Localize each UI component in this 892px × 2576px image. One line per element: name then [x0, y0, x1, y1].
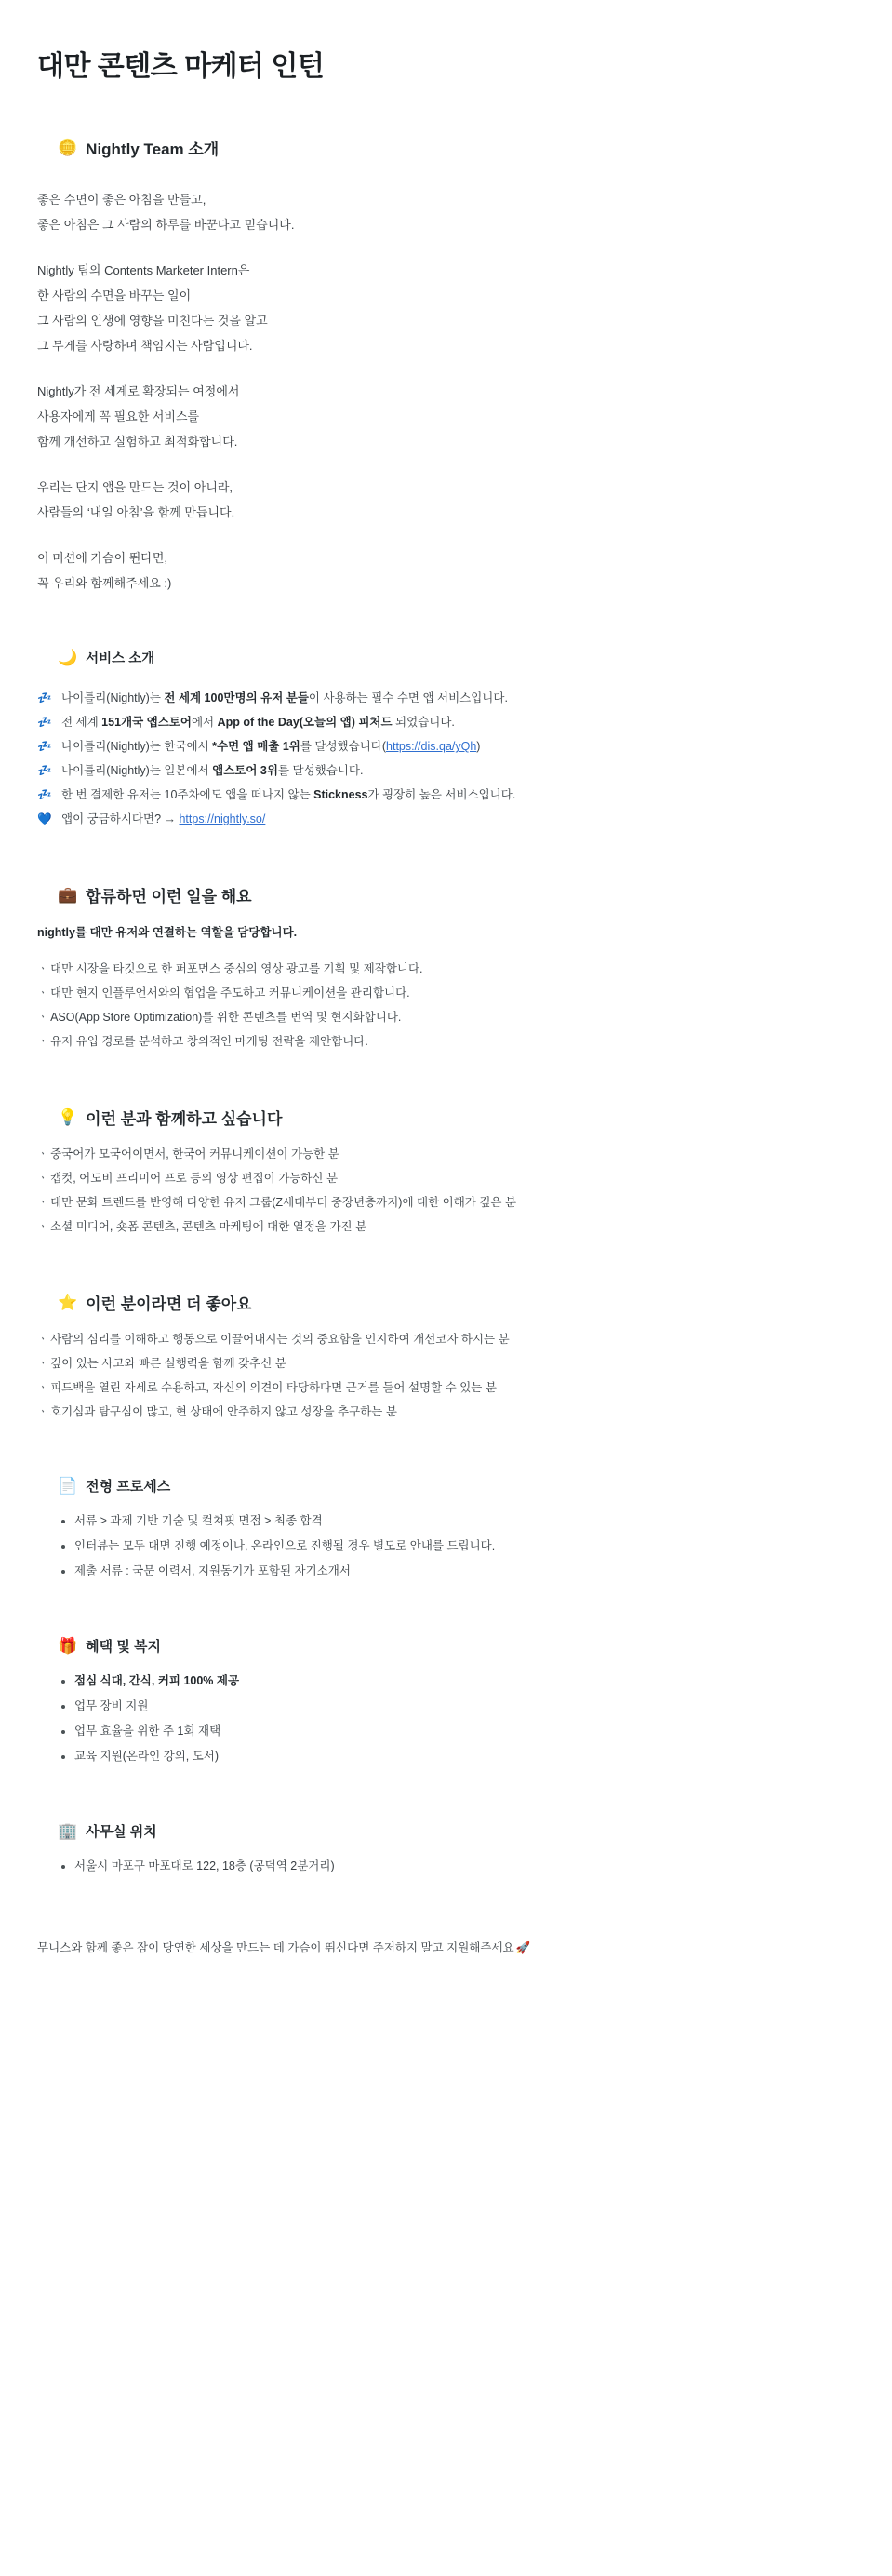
process-item: 서류 > 과제 기반 기술 및 컬쳐핏 면접 > 최종 합격	[60, 1509, 892, 1534]
plain-text: 나이틀리(Nightly)는 일본에서	[61, 764, 213, 777]
preferred-heading	[58, 1291, 892, 1314]
footer-note	[37, 1937, 892, 1959]
plain-text: 앱이 궁금하시다면? →	[61, 812, 180, 825]
external-link[interactable]: https://nightly.so/	[179, 812, 266, 825]
service-bullet-text	[61, 807, 265, 831]
emphasis-text: *수면 앱 매출 1위	[212, 740, 300, 753]
plain-text: 나이틀리(Nightly)는 한국에서	[61, 740, 213, 753]
service-bullet-text	[61, 734, 480, 758]
paragraph-line: Nightly가 전 세계로 확장되는 여정에서	[37, 384, 240, 398]
service-bullet	[37, 783, 892, 807]
section-responsibilities	[0, 883, 892, 1053]
section-team-intro	[0, 136, 892, 596]
emphasis-text: 전 세계 100만명의 유저 분들	[164, 691, 309, 704]
briefcase-icon: 💼	[58, 886, 78, 904]
requirement-item: ㆍ 캡컷, 어도비 프리미어 프로 등의 영상 편집이 가능하신 분	[37, 1166, 892, 1190]
plain-text: 되었습니다.	[392, 716, 455, 729]
preferred-item: ㆍ 사람의 심리를 이해하고 행동으로 이끌어내시는 것의 중요함을 인지하여 개선코자 하시는 분	[37, 1327, 892, 1351]
responsibility-item: ㆍ 유저 유입 경로를 분석하고 창의적인 마케팅 전략을 제안합니다.	[37, 1029, 892, 1053]
section-process	[0, 1476, 892, 1584]
process-item: 인터뷰는 모두 대면 진행 예정이나, 온라인으로 진행될 경우 별도로 안내를 드립니다.	[60, 1534, 892, 1559]
sleep-icon: 💤	[37, 716, 52, 729]
plain-text: 가 굉장히 높은 서비스입니다.	[367, 788, 516, 801]
preferred-list	[37, 1327, 892, 1424]
paragraph-line: 좋은 수면이 좋은 아침을 만들고,	[37, 193, 206, 207]
responsibilities-heading-text: 합류하면 이런 일을 해요	[86, 888, 252, 906]
service-bullet-text	[61, 783, 515, 807]
coin-icon: 🪙	[58, 139, 78, 156]
blue-heart-icon: 💙	[37, 812, 52, 825]
responsibility-item: ㆍ 대만 시장을 타깃으로 한 퍼포먼스 중심의 영상 광고를 기획 및 제작합니다.	[37, 957, 892, 981]
responsibilities-heading	[58, 883, 892, 906]
plain-text: 이 사용하는 필수 수면 앱 서비스입니다.	[308, 691, 508, 704]
service-bullet-text	[61, 758, 363, 783]
service-heading	[58, 648, 892, 667]
paragraph-line: 사용자에게 꼭 필요한 서비스를	[37, 409, 200, 423]
plain-text: 한 번 결제한 유저는 10주차에도 앱을 떠나지 않는	[61, 788, 314, 801]
section-benefits	[0, 1636, 892, 1769]
section-office	[0, 1821, 892, 1879]
service-bullet	[37, 686, 892, 710]
plain-text: )	[476, 740, 481, 753]
team-intro-heading-text: Nightly Team 소개	[86, 141, 220, 158]
service-bullet	[37, 710, 892, 734]
preferred-heading-text: 이런 분이라면 더 좋아요	[86, 1295, 252, 1313]
requirement-item: ㆍ 소셜 미디어, 숏폼 콘텐츠, 콘텐츠 마케팅에 대한 열정을 가진 분	[37, 1214, 892, 1239]
benefits-list	[60, 1669, 892, 1769]
team-intro-body	[0, 187, 892, 596]
team-intro-paragraph	[37, 258, 892, 358]
moon-icon: 🌙	[58, 649, 78, 666]
service-heading-text: 서비스 소개	[86, 651, 155, 666]
process-item: 제출 서류 : 국문 이력서, 지원동기가 포함된 자기소개서	[60, 1559, 892, 1584]
office-item: 서울시 마포구 마포대로 122, 18층 (공덕역 2분거리)	[60, 1854, 892, 1879]
footer-text: 무니스와 함께 좋은 잠이 당연한 세상을 만드는 데 가슴이 뛰신다면 주저하지 말고 지원해주세요	[37, 1941, 514, 1954]
benefit-item: 교육 지원(온라인 강의, 도서)	[60, 1744, 892, 1769]
paragraph-line: 꼭 우리와 함께해주세요 :)	[37, 576, 172, 590]
paragraph-line: 좋은 아침은 그 사람의 하루를 바꾼다고 믿습니다.	[37, 218, 295, 232]
plain-text: 전 세계	[61, 716, 102, 729]
emphasis-text: 151개국 앱스토어	[101, 716, 192, 729]
process-list	[60, 1509, 892, 1584]
team-intro-paragraph	[37, 475, 892, 525]
paragraph-line: 그 무게를 사랑하며 책임지는 사람입니다.	[37, 339, 253, 353]
responsibilities-list	[37, 957, 892, 1053]
requirement-item: ㆍ 중국어가 모국어이면서, 한국어 커뮤니케이션이 가능한 분	[37, 1142, 892, 1166]
plain-text: 나이틀리(Nightly)는	[61, 691, 165, 704]
service-bullet	[37, 758, 892, 783]
external-link[interactable]: https://dis.qa/yQh	[386, 740, 477, 753]
plain-text: 를 달성했습니다(	[300, 740, 387, 753]
emphasis-text: App of the Day(오늘의 앱) 피처드	[217, 716, 393, 729]
sleep-icon: 💤	[37, 788, 52, 801]
document-icon: 📄	[58, 1477, 78, 1495]
section-service-intro	[0, 648, 892, 831]
responsibilities-lead: nightly를 대만 유저와 연결하는 역할을 담당합니다.	[37, 926, 298, 939]
office-heading	[58, 1821, 892, 1841]
plain-text: 에서	[191, 716, 218, 729]
office-building-icon: 🏢	[58, 1822, 78, 1840]
emphasis-text: 앱스토어 3위	[212, 764, 278, 777]
section-preferred	[0, 1291, 892, 1424]
team-intro-paragraph	[37, 545, 892, 596]
plain-text: 를 달성했습니다.	[277, 764, 364, 777]
requirements-heading	[58, 1106, 892, 1129]
office-list	[60, 1854, 892, 1879]
sleep-icon: 💤	[37, 740, 52, 753]
benefit-item: 업무 효율을 위한 주 1회 재택	[60, 1719, 892, 1744]
requirements-heading-text: 이런 분과 함께하고 싶습니다	[86, 1110, 283, 1128]
service-bullet-list	[37, 686, 892, 831]
paragraph-line: 한 사람의 수면을 바꾸는 일이	[37, 288, 192, 302]
team-intro-paragraph	[37, 187, 892, 237]
preferred-item: ㆍ 호기심과 탐구심이 많고, 현 상태에 안주하지 않고 성장을 추구하는 분	[37, 1400, 892, 1424]
preferred-item: ㆍ 피드백을 열린 자세로 수용하고, 자신의 의견이 타당하다면 근거를 들어 설명할 수 있는 분	[37, 1375, 892, 1400]
service-bullet-text	[61, 710, 455, 734]
requirement-item: ㆍ 대만 문화 트렌드를 반영해 다양한 유저 그룹(Z세대부터 중장년층까지)에 대한 이해가 깊은 분	[37, 1190, 892, 1214]
benefit-item: 업무 장비 지원	[60, 1694, 892, 1719]
preferred-item: ㆍ 깊이 있는 사고와 빠른 실행력을 함께 갖추신 분	[37, 1351, 892, 1375]
paragraph-line: 함께 개선하고 실험하고 최적화합니다.	[37, 435, 238, 449]
sleep-icon: 💤	[37, 691, 52, 704]
section-requirements	[0, 1106, 892, 1239]
service-bullet	[37, 734, 892, 758]
paragraph-line: Nightly 팀의 Contents Marketer Intern은	[37, 263, 250, 277]
responsibility-item: ㆍ 대만 현지 인플루언서와의 협업을 주도하고 커뮤니케이션을 관리합니다.	[37, 981, 892, 1005]
service-bullet	[37, 807, 892, 831]
team-intro-heading	[58, 136, 892, 159]
paragraph-line: 사람들의 ‘내일 아침’을 함께 만듭니다.	[37, 505, 235, 519]
gift-icon: 🎁	[58, 1637, 78, 1655]
benefits-heading-text: 혜택 및 복지	[86, 1639, 161, 1655]
paragraph-line: 이 미션에 가슴이 뛴다면,	[37, 551, 168, 565]
office-heading-text: 사무실 위치	[86, 1824, 157, 1840]
sleep-icon: 💤	[37, 764, 52, 777]
paragraph-line: 그 사람의 인생에 영향을 미친다는 것을 알고	[37, 314, 268, 328]
process-heading-text: 전형 프로세스	[86, 1479, 171, 1495]
star-icon: ⭐	[58, 1294, 78, 1311]
requirements-list	[37, 1142, 892, 1239]
service-bullet-text	[61, 686, 508, 710]
emphasis-text: Stickness	[313, 788, 368, 801]
benefit-item: 점심 식대, 간식, 커피 100% 제공	[60, 1669, 892, 1694]
page-title: 대만 콘텐츠 마케터 인턴	[37, 51, 325, 82]
rocket-icon: 🚀	[515, 1941, 531, 1954]
paragraph-line: 우리는 단지 앱을 만드는 것이 아니라,	[37, 480, 233, 494]
process-heading	[58, 1476, 892, 1496]
team-intro-paragraph	[37, 379, 892, 454]
responsibility-item: ㆍ ASO(App Store Optimization)를 위한 콘텐츠를 번역 및 현지화합니다.	[37, 1005, 892, 1029]
lightbulb-icon: 💡	[58, 1108, 78, 1126]
benefits-heading	[58, 1636, 892, 1656]
